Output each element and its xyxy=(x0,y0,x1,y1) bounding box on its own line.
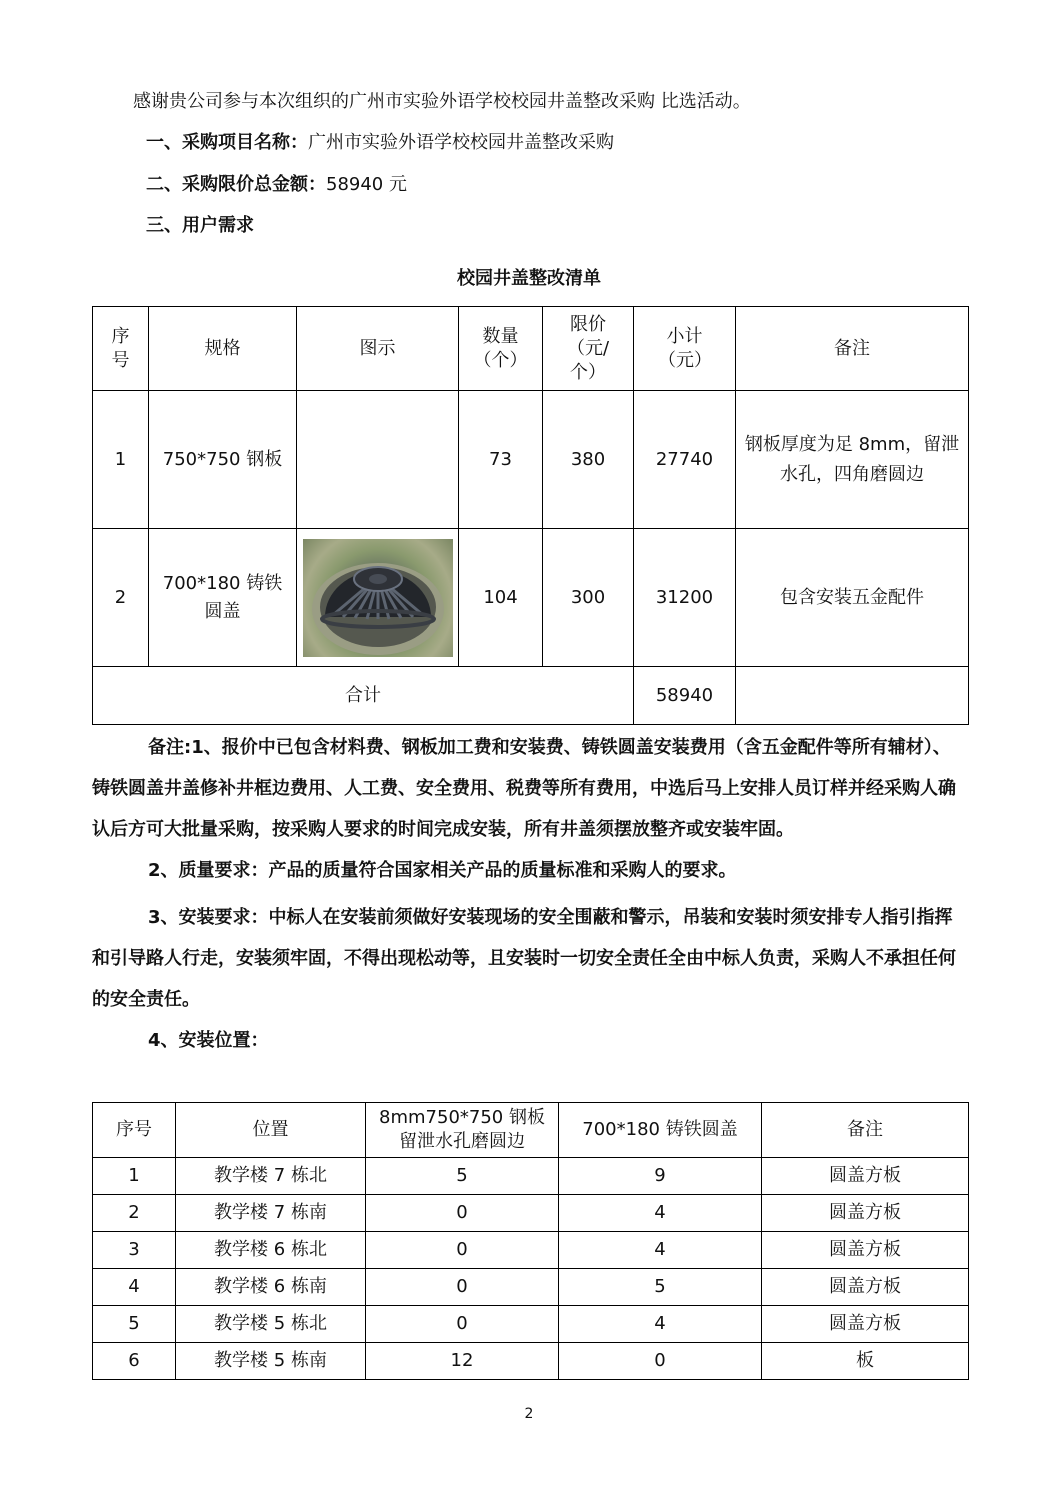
note-2: 2、质量要求：产品的质量符合国家相关产品的质量标准和采购人的要求。 xyxy=(148,860,737,881)
loc-steel-qty: 0 xyxy=(366,1232,559,1269)
loc-note: 圆盖方板 xyxy=(762,1195,969,1232)
table-row xyxy=(93,529,969,667)
loc-name: 教学楼 5 栋北 xyxy=(176,1306,366,1343)
intro-text: 感谢贵公司参与本次组织的广州市实验外语学校校园井盖整改采购 比选活动。 xyxy=(133,91,751,112)
table1-header-row xyxy=(93,307,969,391)
table-row xyxy=(93,1232,969,1269)
total-label: 合计 xyxy=(93,667,634,725)
loc-no: 1 xyxy=(93,1158,176,1195)
loc-no: 2 xyxy=(93,1195,176,1232)
row-note: 钢板厚度为足 8mm，留泄水孔，四角磨圆边 xyxy=(736,391,969,529)
install-location-table xyxy=(92,1102,969,1380)
table2-header-row xyxy=(93,1103,969,1158)
row-spec: 750*750 钢板 xyxy=(149,391,297,529)
loc-note: 圆盖方板 xyxy=(762,1269,969,1306)
section-project-name xyxy=(146,131,614,155)
header-cell: 备注 xyxy=(736,307,969,391)
row-no: 2 xyxy=(93,529,149,667)
loc-steel-qty: 12 xyxy=(366,1343,559,1380)
row-price: 300 xyxy=(543,529,634,667)
loc-steel-qty: 0 xyxy=(366,1306,559,1343)
loc-iron-qty: 4 xyxy=(559,1306,762,1343)
header-cell: 规格 xyxy=(149,307,297,391)
loc-no: 6 xyxy=(93,1343,176,1380)
loc-name: 教学楼 7 栋北 xyxy=(176,1158,366,1195)
cast-iron-cover-icon xyxy=(303,539,453,657)
section1-value: 广州市实验外语学校校园井盖整改采购 xyxy=(308,132,614,153)
loc-name: 教学楼 5 栋南 xyxy=(176,1343,366,1380)
header-cell: 序号 xyxy=(93,1103,176,1158)
loc-steel-qty: 0 xyxy=(366,1269,559,1306)
loc-note: 圆盖方板 xyxy=(762,1306,969,1343)
table-row xyxy=(93,1343,969,1380)
loc-name: 教学楼 6 栋南 xyxy=(176,1269,366,1306)
loc-note: 板 xyxy=(762,1343,969,1380)
header-cell: 小计（元） xyxy=(634,307,736,391)
loc-note: 圆盖方板 xyxy=(762,1232,969,1269)
loc-name: 教学楼 6 栋北 xyxy=(176,1232,366,1269)
loc-iron-qty: 4 xyxy=(559,1232,762,1269)
total-note-empty xyxy=(736,667,969,725)
loc-no: 5 xyxy=(93,1306,176,1343)
loc-note: 圆盖方板 xyxy=(762,1158,969,1195)
table-row xyxy=(93,1306,969,1343)
section2-label: 二、采购限价总金额： xyxy=(146,174,326,195)
loc-iron-qty: 5 xyxy=(559,1269,762,1306)
row-subtotal: 27740 xyxy=(634,391,736,529)
table-row xyxy=(93,1195,969,1232)
row-no: 1 xyxy=(93,391,149,529)
table1-total-row xyxy=(93,667,969,725)
note-4: 4、安装位置： xyxy=(148,1030,269,1051)
table-row xyxy=(93,1269,969,1306)
loc-steel-qty: 0 xyxy=(366,1195,559,1232)
row-image-empty xyxy=(297,391,459,529)
table1-title: 校园井盖整改清单 xyxy=(457,268,601,289)
section1-label: 一、采购项目名称： xyxy=(146,132,308,153)
header-cell: 8mm750*750 钢板留泄水孔磨圆边 xyxy=(366,1103,559,1158)
table-row xyxy=(93,1158,969,1195)
loc-iron-qty: 9 xyxy=(559,1158,762,1195)
notes-section xyxy=(92,727,968,1061)
row-note: 包含安装五金配件 xyxy=(736,529,969,667)
total-value: 58940 xyxy=(634,667,736,725)
table-row xyxy=(93,391,969,529)
row-price: 380 xyxy=(543,391,634,529)
row-qty: 104 xyxy=(459,529,543,667)
header-cell: 图示 xyxy=(297,307,459,391)
loc-iron-qty: 0 xyxy=(559,1343,762,1380)
loc-no: 4 xyxy=(93,1269,176,1306)
section-price-limit xyxy=(146,173,407,197)
header-cell: 备注 xyxy=(762,1103,969,1158)
row-image xyxy=(297,529,459,667)
loc-no: 3 xyxy=(93,1232,176,1269)
header-cell: 序号 xyxy=(93,307,149,391)
row-subtotal: 31200 xyxy=(634,529,736,667)
header-cell: 数量（个） xyxy=(459,307,543,391)
manhole-cover-photo xyxy=(303,539,453,657)
row-spec: 700*180 铸铁圆盖 xyxy=(149,529,297,667)
row-qty: 73 xyxy=(459,391,543,529)
loc-steel-qty: 5 xyxy=(366,1158,559,1195)
loc-iron-qty: 4 xyxy=(559,1195,762,1232)
section2-value: 58940 元 xyxy=(326,174,407,195)
requirements-table xyxy=(92,306,969,725)
note-3: 3、安装要求：中标人在安装前须做好安装现场的安全围蔽和警示，吊装和安装时须安排专人指引指挥和引导路人行走，安装须牢固，不得出现松动等，且安装时一切安全责任全由中标人负责，采购人不承担任何的安全责任。 xyxy=(92,907,956,1010)
loc-name: 教学楼 7 栋南 xyxy=(176,1195,366,1232)
section-user-requirements: 三、用户需求 xyxy=(146,215,254,236)
header-cell: 限价（元/个） xyxy=(543,307,634,391)
header-cell: 位置 xyxy=(176,1103,366,1158)
page-number: 2 xyxy=(524,1406,534,1422)
header-cell: 700*180 铸铁圆盖 xyxy=(559,1103,762,1158)
note-1: 备注:1、报价中已包含材料费、钢板加工费和安装费、铸铁圆盖安装费用（含五金配件等所有辅材）、铸铁圆盖井盖修补井框边费用、人工费、安全费用、税费等所有费用，中选后马上安排人员订样并经采购人确认后方可大批量采购，按采购人要求的时间完成安装，所有井盖须摆放整齐或安装牢固。 xyxy=(92,737,956,840)
